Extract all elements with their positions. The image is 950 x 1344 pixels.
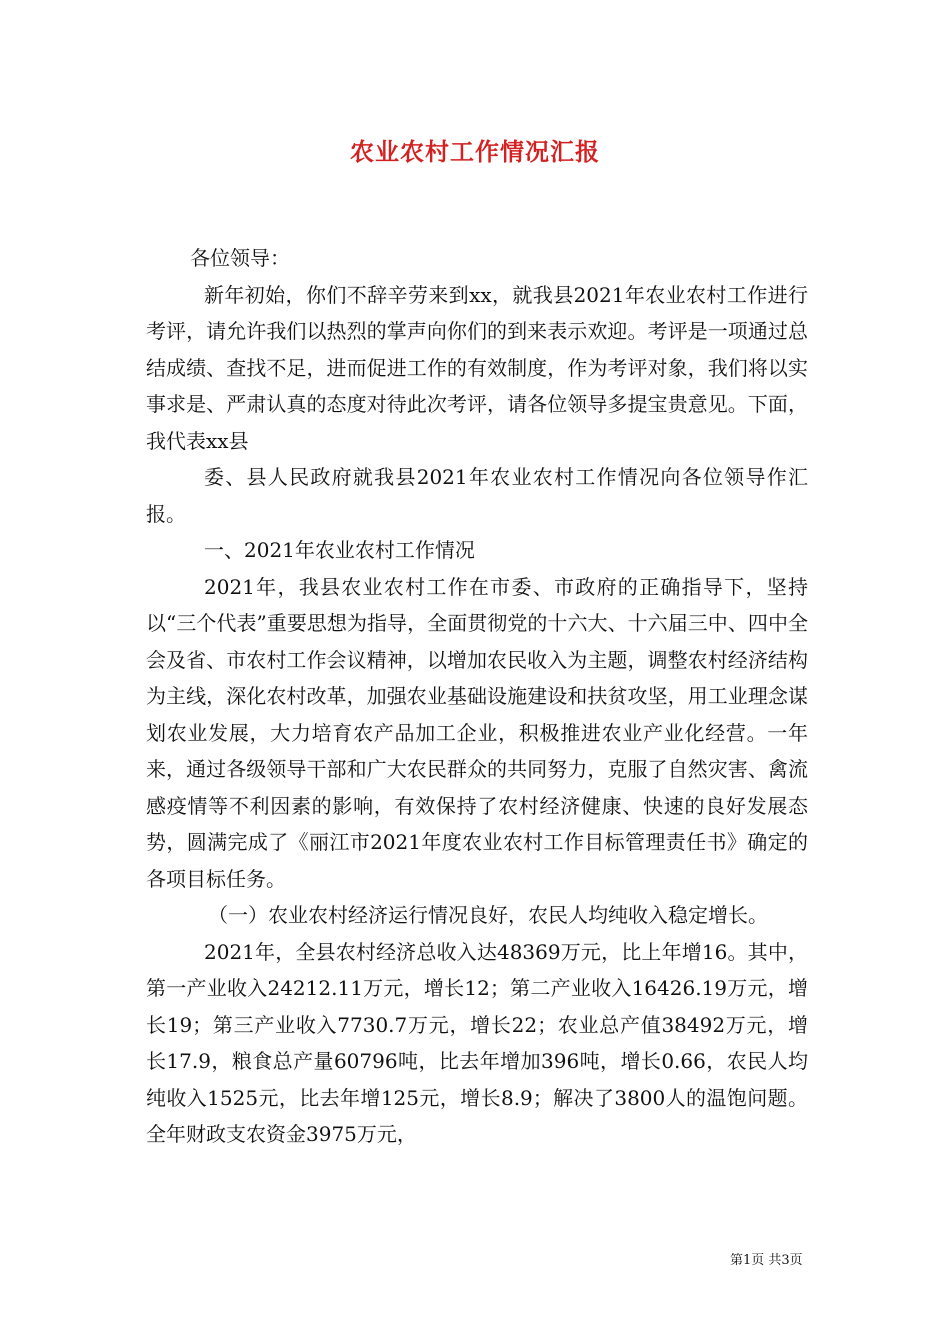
salutation: 各位领导： bbox=[190, 246, 290, 270]
paragraph-summary: 2021年，我县农业农村工作在市委、市政府的正确指导下，坚持以“三个代表”重要思想为指导，全面贯彻党的十六大、十六届三中、四中全会及省、市农村工作会议精神，以增加农民收入为主题，调整农村经济结构为主线，深化农村改革，加强农业基础设施建设和扶贫攻坚，用工业理念谋划农业发展，大力培育农产品加工企业，积极推进农业产业化经营。一年来，通过各级领导干部和广大农民群众的共同努力，克服了自然灾害、禽流感疫情等不利因素的影响，有效保持了农村经济健康、快速的良好发展态势，圆满完成了《丽江市2021年度农业农村工作目标管理责任书》确定的各项目标任务。 bbox=[146, 574, 808, 891]
section-heading-1: 一、2021年农业农村工作情况 bbox=[204, 538, 475, 562]
document-body bbox=[146, 240, 808, 1153]
document-title: 农业农村工作情况汇报 bbox=[350, 137, 600, 166]
subsection-heading-1: （一）农业农村经济运行情况良好，农民人均纯收入稳定增长。 bbox=[208, 903, 768, 927]
paragraph-intro: 新年初始，你们不辞辛劳来到xx，就我县2021年农业农村工作进行考评，请允许我们以热烈的掌声向你们的到来表示欢迎。考评是一项通过总结成绩、查找不足，进而促进工作的有效制度，作为考评对象，我们将以实事求是、严肃认真的态度对待此次考评，请各位领导多提宝贵意见。下面，我代表xx县 bbox=[146, 282, 808, 453]
page-number-footer: 第1页 共3页 bbox=[730, 1253, 803, 1268]
paragraph-intro-continued: 委、县人民政府就我县2021年农业农村工作情况向各位领导作汇报。 bbox=[146, 465, 808, 526]
paragraph-statistics: 2021年，全县农村经济总收入达48369万元，比上年增16。其中，第一产业收入24212.11万元，增长12；第二产业收入16426.19万元，增长19；第三产业收入7730.7万元，增长22；农业总产值38492万元，增长17.9，粮食总产量60796吨，比去年增加396吨，增长0.66，农民人均纯收入1525元，比去年增125元，增长8.9；解决了3800人的温饱问题。全年财政支农资金3975万元， bbox=[146, 939, 808, 1146]
